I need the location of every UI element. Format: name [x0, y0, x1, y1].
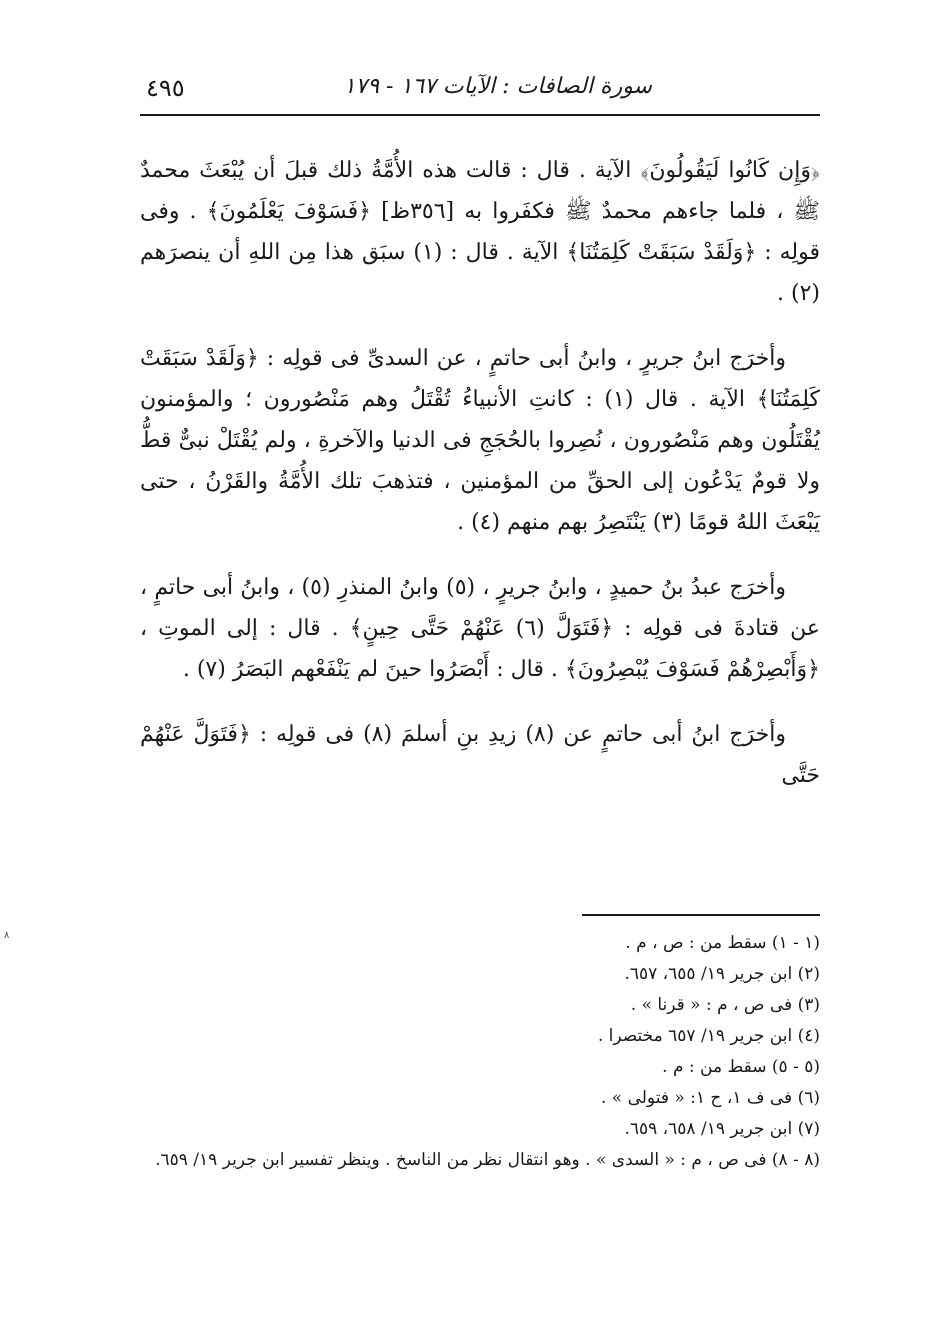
footnote: (٢) ابن جرير ١٩/ ٦٥٥، ٦٥٧. — [624, 964, 820, 984]
footnotes — [140, 928, 820, 1176]
paragraph: وأخرَج ابنُ أبى حاتمٍ عن (٨) زيدِ بنِ أسلمَ (٨) فى قولِه : ﴿فَتَوَلَّ عَنْهُمْ حَتَّى — [140, 722, 820, 788]
paragraph: وأخرَج ابنُ جريرٍ ، وابنُ أبى حاتمٍ ، عن السدىِّ فى قولِه : ﴿وَلَقَدْ سَبَقَتْ كَلِمَتُنَا﴾ الآية . قال (١) : كانتِ الأنبياءُ تُقْتَلُ وهم مَنْصُورون ؛ والمؤمنون يُقْتَلُون وهم مَنْصُورون ، نُصِروا بالحُجَجِ فى الدنيا والآخرةِ ، ولم يُقْتَلْ نبىٌّ قطُّ ولا قومٌ يَدْعُون إلى الحقِّ من المؤمنين ، فتذهبَ تلك الأُمَّةُ والقَرْنُ ، حتى يَبْعَثَ اللهُ قومًا (٣) يَنْتَصِرُ بهم منهم (٤) . — [140, 346, 820, 535]
footnote: (٦) فى ف ١، ح ١: « فتولى » . — [600, 1088, 820, 1108]
footnote: (٣) فى ص ، م : « قرنا » . — [630, 995, 820, 1015]
footnote: (٧) ابن جرير ١٩/ ٦٥٨، ٦٥٩. — [624, 1119, 820, 1139]
main-text — [140, 150, 820, 820]
paragraph: وأخرَج عبدُ بنُ حميدٍ ، وابنُ جريرٍ ، (٥) وابنُ المنذرِ (٥) ، وابنُ أبى حاتمٍ ، عن قتادةَ فى قولِه : ﴿فَتَوَلَّ (٦) عَنْهُمْ حَتَّى حِينٍ﴾ . قال : إلى الموتِ ، ﴿وَأَبْصِرْهُمْ فَسَوْفَ يُبْصِرُونَ﴾ . قال : أَبْصَرُوا حينَ لم يَنْفَعْهم البَصَرُ (٧) . — [140, 575, 820, 682]
footnote-separator — [582, 914, 820, 916]
margin-mark: ٨ — [4, 930, 10, 941]
footnote: (٤) ابن جرير ١٩/ ٦٥٧ مختصرا . — [597, 1026, 820, 1046]
footnote: (٥ - ٥) سقط من : م . — [662, 1057, 820, 1077]
page-number: ٤٩٥ — [146, 74, 185, 102]
footnote: (١ - ١) سقط من : ص ، م . — [625, 933, 820, 953]
footnote: (٨ - ٨) فى ص ، م : « السدى » . وهو انتقال نظر من الناسخ . وينظر تفسير ابن جرير ١٩/ ٦٥٩. — [155, 1150, 820, 1170]
running-title: سورة الصافات : الآيات ١٦٧ - ١٧٩ — [343, 74, 652, 99]
paragraph: ﴿وَإِن كَانُوا لَيَقُولُونَ﴾ الآية . قال : قالت هذه الأُمَّةُ ذلك قبلَ أن يُبْعَثَ محمدٌ ﷺ ، فلما جاءهم محمدٌ ﷺ فكفَروا به [٣٥٦ظ] ﴿فَسَوْفَ يَعْلَمُونَ﴾ . وفى قولِه : ﴿وَلَقَدْ سَبَقَتْ كَلِمَتُنَا﴾ الآية . قال : (١) سبَق هذا مِن اللهِ أن ينصرَهم (٢) . — [140, 158, 821, 306]
page-header — [140, 64, 820, 116]
